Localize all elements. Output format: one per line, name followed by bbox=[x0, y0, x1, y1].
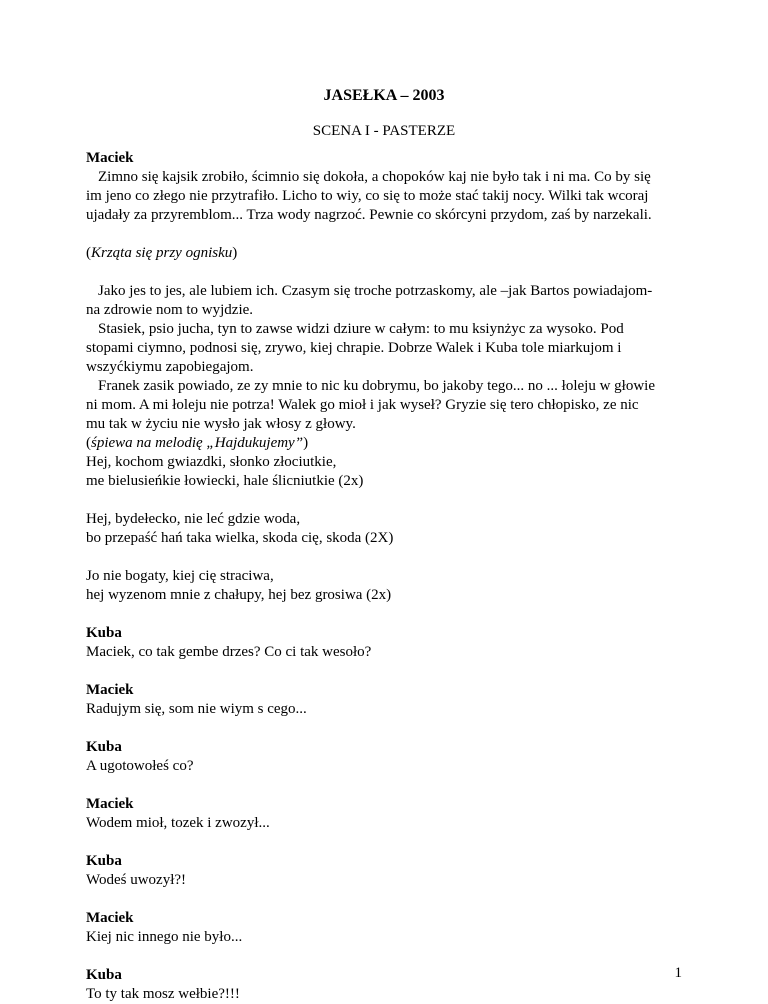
song-direction: (śpiewa na melodię „Hajdukujemy”) bbox=[86, 435, 309, 451]
dialogue-text: Wodem mioł, tozek i zwozył... bbox=[86, 815, 270, 831]
dialogue-entry bbox=[86, 852, 682, 890]
text-line: im jeno co złego nie przytrafiło. Licho to wiy, co się to może stać takij nocy. Wilki tak wcoraj bbox=[86, 188, 649, 204]
dialogue-text: Kiej nic innego nie było... bbox=[86, 929, 243, 945]
stage-direction: (Krząta się przy ognisku) bbox=[86, 245, 238, 261]
song-line: Hej, bydełecko, nie leć gdzie woda, bbox=[86, 511, 301, 527]
document-body bbox=[86, 149, 682, 1004]
dialogue-entry bbox=[86, 795, 682, 833]
text-line: Stasiek, psio jucha, tyn to zawse widzi dziure w całym: to mu ksiynżyc za wysoko. Pod bbox=[98, 321, 624, 337]
text-line: Jako jes to jes, ale lubiem ich. Czasym się troche potrzaskomy, ale –jak Bartos powiadajom- bbox=[98, 283, 653, 299]
dialogue-entry bbox=[86, 909, 682, 947]
text-line: na zdrowie nom to wyjdzie. bbox=[86, 302, 254, 318]
dialogue-entry bbox=[86, 624, 682, 662]
dialogue-text: Wodeś uwozył?! bbox=[86, 872, 187, 888]
song-line: me bielusieńkie łowiecki, hale ślicniutkie (2x) bbox=[86, 473, 364, 489]
document-title: JASEŁKA – 2003 bbox=[323, 87, 445, 104]
song-line: Hej, kochom gwiazdki, słonko złociutkie, bbox=[86, 454, 337, 470]
speaker-name: Maciek bbox=[86, 910, 134, 926]
dialogue-entry bbox=[86, 681, 682, 719]
stage-direction-text: Krząta się przy ognisku bbox=[91, 245, 233, 261]
text-line: stopami ciymno, podnosi się, zrywo, kiej chrapie. Dobrze Walek i Kuba tole miarkujom i bbox=[86, 340, 622, 356]
speaker-name: Kuba bbox=[86, 739, 122, 755]
song-line: Jo nie bogaty, kiej cię straciwa, bbox=[86, 568, 274, 584]
song-line: hej wyzenom mnie z chałupy, hej bez grosiwa (2x) bbox=[86, 587, 392, 603]
song-direction-text: śpiewa na melodię „Hajdukujemy” bbox=[91, 435, 304, 451]
dialogue-text: A ugotowołeś co? bbox=[86, 758, 194, 774]
dialogue-text: Radujym się, som nie wiym s cego... bbox=[86, 701, 307, 717]
speaker-name: Maciek bbox=[86, 796, 134, 812]
page-number: 1 bbox=[674, 965, 682, 981]
speaker-name: Kuba bbox=[86, 967, 122, 983]
dialogue-entry bbox=[86, 966, 682, 1004]
song-line: bo przepaść hań taka wielka, skoda cię, skoda (2X) bbox=[86, 530, 394, 546]
dialogue-entry bbox=[86, 738, 682, 776]
speaker-name: Kuba bbox=[86, 853, 122, 869]
speaker-name: Maciek bbox=[86, 682, 134, 698]
opening-speech bbox=[86, 149, 682, 225]
text-line: ujadały za przyremblom... Trza wody nagrzoć. Pewnie co skórcyni przydom, zaś by narzekali. bbox=[86, 207, 652, 223]
text-line: wszyćkiymu zapobiegajom. bbox=[86, 359, 254, 375]
monologue bbox=[86, 282, 682, 605]
scene-title: SCENA I - PASTERZE bbox=[312, 123, 456, 139]
speaker-name: Maciek bbox=[86, 150, 134, 166]
dialogue-text: To ty tak mosz wełbie?!!! bbox=[86, 986, 240, 1002]
text-line: ni mom. A mi łoleju nie potrza! Walek go mioł i jak wyseł? Gryzie się tero chłopisko, ze nic bbox=[86, 397, 639, 413]
text-line: Franek zasik powiado, ze zy mnie to nic ku dobrymu, bo jakoby tego... no ... łoleju w głowie bbox=[98, 378, 655, 394]
dialogue-text: Maciek, co tak gembe drzes? Co ci tak wesoło? bbox=[86, 644, 372, 660]
speaker-name: Kuba bbox=[86, 625, 122, 641]
text-line: Zimno się kajsik zrobiło, ścimnio się dokoła, a chopoków kaj nie było tak i ni ma. Co by się bbox=[98, 169, 651, 185]
text-line: mu tak w życiu nie wysło jak włosy z głowy. bbox=[86, 416, 356, 432]
